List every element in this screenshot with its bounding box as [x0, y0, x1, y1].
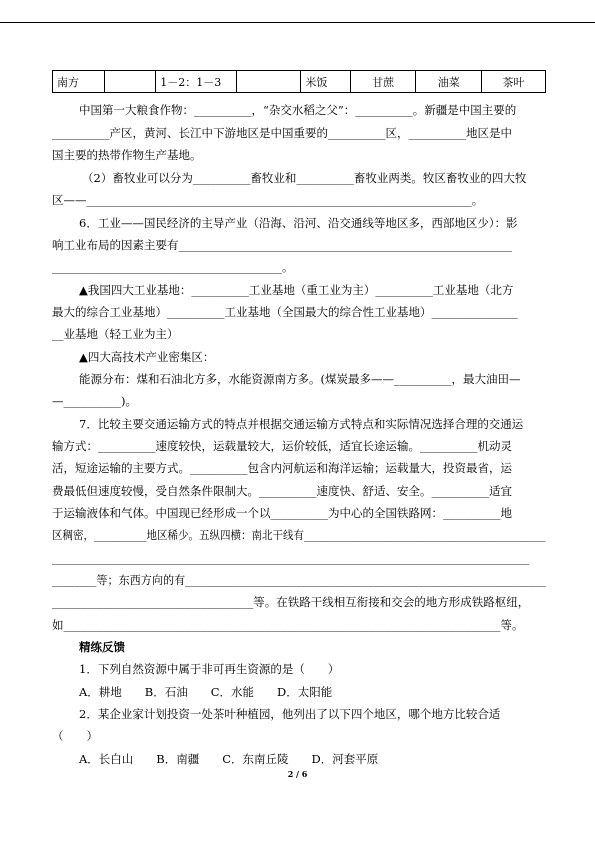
table-cell: 1－2：1－3 [156, 71, 237, 93]
table-cell: 米饭 [301, 71, 351, 93]
text-line: 6．工业——国民经济的主导产业（沿海、沿河、沿交通线等地区多，西部地区少）：影 [79, 216, 518, 230]
text-line: 7．比较主要交通运输方式的特点并根据交通运输方式特点和实际情况选择合理的交通运 [79, 417, 524, 431]
text-line: 如____________________________________________________________________________等。 [52, 618, 524, 632]
answer-options: A．耕地 B．石油 C．水能 D．太阳能 [79, 685, 333, 699]
text-line: ___________________________________________________________________________________ [52, 551, 530, 565]
text-line: 活，短途运输的主要方式。__________包含内河航运和海洋运输；运载量大，投资最省，运 [52, 461, 512, 475]
text-line: __业基地（轻工业为主） [52, 327, 179, 341]
text-line: ▲我国四大工业基地：__________工业基地（重工业为主）__________工业基地（北方 [79, 283, 514, 297]
text-line: 能源分布：煤和石油北方多，水能资源南方多。(煤炭最多——__________，最大油田— [79, 372, 521, 386]
table-cell: 油菜 [416, 71, 482, 93]
table-row [53, 71, 546, 93]
text-line: __________产区，黄河、长江中下游地区是中国重要的__________区，__________地区是中 [52, 126, 512, 140]
table-cell [236, 71, 300, 93]
text-line: 区稠密，__________地区稀少。五纵四横：南北干线有______________________________________________ [52, 528, 546, 542]
header-rule [0, 22, 595, 23]
table-cell: 甘蔗 [350, 71, 416, 93]
question-text: 2．某企业家计划投资一处茶叶种植园，他列出了以下四个地区，哪个地方比较合适 [79, 707, 501, 721]
text-line: 最大的综合工业基地）__________工业基地（全国最大的综合性工业基地）_______________ [52, 305, 518, 319]
text-line: 区——___________________________________________________________________。 [52, 193, 484, 207]
answer-options: A．长白山 B．南疆 C．东南丘陵 D．河套平原 [79, 752, 379, 766]
table-cell: 南方 [53, 71, 105, 93]
text-line: 响工业布局的因素主要有__________________________________________________________ [52, 238, 512, 252]
table-cell: 茶叶 [482, 71, 546, 93]
text-line: 于运输液体和气体。中国现已经形成一个以__________为中心的全国铁路网：__________地 [52, 506, 512, 520]
table-cell [105, 71, 156, 93]
text-line: （2）畜牧业可以分为__________畜牧业和__________畜牧业两类。牧区畜牧业的四大牧 [82, 171, 527, 185]
crop-table [52, 70, 546, 93]
text-line: ________等；东西方向的有_________________________________________________________________ [52, 573, 546, 587]
text-line: ___________________________________等。在铁路干线相互衔接和交会的地方形成铁路枢纽， [52, 595, 530, 609]
text-line: ▲四大高技术产业密集区： [79, 350, 215, 364]
question-text: 1．下列自然资源中属于非可再生资源的是（ ） [79, 662, 340, 676]
text-line: 中国第一大粮食作物：__________，“杂交水稻之父”：__________。新疆是中国主要的 [79, 103, 517, 117]
text-line: 输方式：__________速度较快，运载量较大，运价较低，适宜长途运输。__________机动灵 [52, 439, 512, 453]
text-line: —__________)。 [52, 394, 137, 408]
question-text: （ ） [52, 729, 98, 743]
text-line: 费最低但速度较慢，受自然条件限制大。__________速度快、舒适、安全。__________适宜 [52, 484, 512, 498]
text-line: 国主要的热带作物生产基地。 [52, 148, 202, 162]
section-heading: 精练反馈 [79, 640, 125, 654]
page-number: 2 / 6 [287, 769, 308, 779]
text-line: ________________________________________。 [52, 260, 294, 274]
